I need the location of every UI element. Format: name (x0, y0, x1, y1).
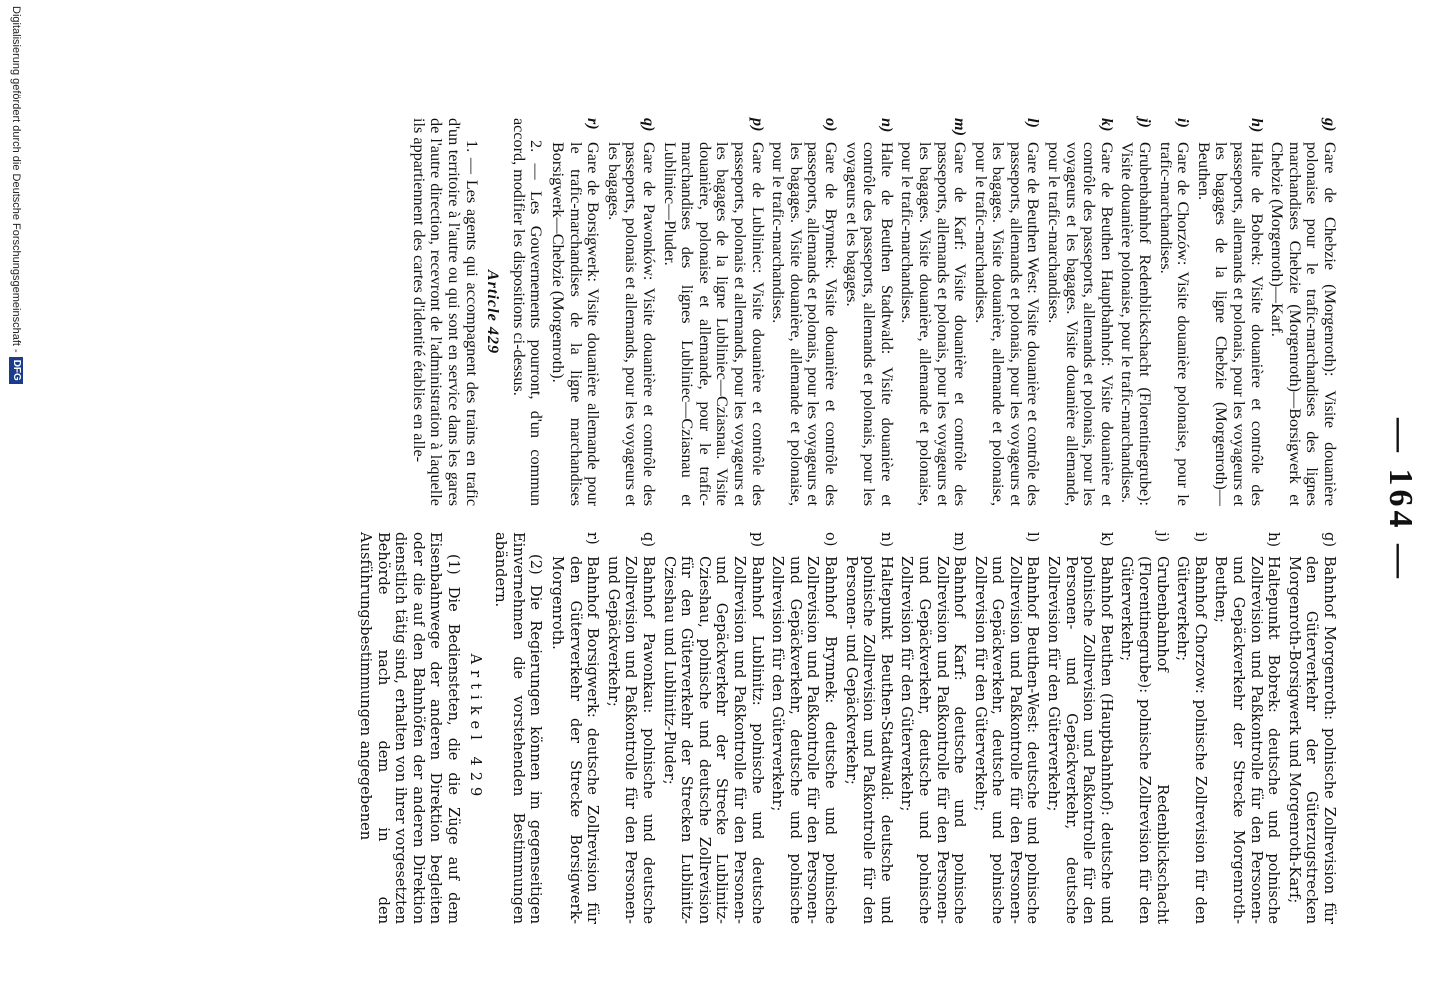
german-article-title: Artikel 429 (466, 653, 484, 803)
german-entry (971, 532, 1041, 924)
entry-text: Grubenbahnhof Redenblickschacht (Florentinegrube): Visite douanière polonaise, pour le trafic-marchandises. (1118, 142, 1155, 506)
german-entry (548, 532, 601, 924)
entry-label: k) (1097, 118, 1116, 132)
french-entry (604, 118, 657, 506)
german-entries (548, 532, 1338, 924)
entry-text: Haltepunkt Bobrek: deutsche und polnische Zollrevision und Paßkontrolle für den Personen- und Gepäckverkehr der Strecke Morgenroth-Beuthen; (1212, 556, 1283, 924)
french-entries (548, 118, 1338, 506)
entry-label: i) (1191, 532, 1209, 543)
german-entry (1118, 532, 1171, 924)
german-entry (1212, 532, 1282, 924)
entry-text: Halte de Beuthen Stadtwald: Visite douanière et contrôle des passeports, allemands et polonais, pour les voyageurs et les bagages. (842, 142, 896, 506)
entry-text: Bahnhof Beuthen (Hauptbahnhof): deutsche und polnische Zollrevision und Paßkontrolle für den Personen- und Gepäckverkehr, deutsche Zollrevision für den Güterverkehr; (1045, 556, 1115, 924)
french-article-paragraph: 1. — Les agents qui accompagnent des trains en trafic d'un territoire à l'autre ou qui sont en service dans les gares de l'autre direction, recevront de l'administration à laquelle ils appartiennent des cartes d'identité établies en alle- (409, 118, 481, 506)
german-entry (1174, 532, 1209, 924)
german-column (353, 532, 1338, 924)
dfg-logo: DFG (9, 357, 23, 384)
german-entry (842, 532, 895, 924)
entry-label: g) (1321, 118, 1339, 132)
entry-text: Grubenbahnhof Redenblickschacht (Florentinegrube): polnische Zollrevision für den Güterverkehr; (1118, 556, 1171, 924)
entry-text: Bahnhof Pawonkau: polnische und deutsche Zollrevision und Paßkontrolle für den Personen- und Gepäckverkehr; (604, 556, 658, 924)
french-entry (1045, 118, 1115, 506)
entry-text: Gare de Brynnek: Visite douanière et contrôle des passeports, allemands et polonais, pour les voyageurs et les bagages. Visite douanière, allemande et polonaise, pour le trafic-marchandises. (769, 142, 840, 506)
entry-text: Halte de Bobrek: Visite douanière et contrôle des passeports, allemands et polonais, pour les voyageurs et les bagages de la ligne Chebzie (Morgenroth)—Beuthen. (1194, 142, 1266, 506)
german-entry (660, 532, 766, 924)
entry-text: Gare de Pawonków: Visite douanière et contrôle des passeports, polonais et allemands, pour les voyageurs et les bagages. (604, 142, 659, 506)
entry-label: n) (877, 532, 895, 548)
entry-text: Gare de Chebzie (Morgenroth): Visite douanière polonaise pour le trafic-marchandises des lignes marchandises Chebzie (Morgenroth)—Borsigwerk et Chebzie (Morgenroth)—Karf. (1268, 142, 1339, 506)
page-number: — 164 — (1382, 418, 1419, 582)
french-entry (1156, 118, 1191, 506)
entry-label: k) (1097, 532, 1115, 547)
entry-label: h) (1247, 118, 1266, 133)
entry-text: Gare de Borsigwerk: Visite douanière allemande pour le trafic-marchandises de la ligne marchandises Borsigwerk—Chebzie (Morgenroth). (549, 142, 603, 506)
french-entry (548, 118, 601, 506)
french-paragraph-2: 2. — Les Gouvernements pourront, d'un commun accord, modifier les dispositions ci-dessus. (509, 118, 546, 506)
german-entry (604, 532, 657, 924)
entry-label: i) (1174, 118, 1193, 128)
entry-label: q) (640, 532, 658, 548)
entry-text: Bahnhof Lublinitz: polnische und deutsche Zollrevision und Paßkontrolle für den Personen- und Gepäckverkehr der Strecke Lublinitz-Czieshau, polnische und deutsche Zollrevision für den Güterverkehr der Strecken Lublinitz-Czieshau und Lublinitz-Pluder; (660, 556, 766, 924)
entry-label: p) (748, 118, 767, 132)
entry-text: Bahnhof Beuthen-West: deutsche und polnische Zollrevision und Paßkontrolle für den Personen- und Gepäckverkehr, deutsche und polnische Zollrevision für den Güterverkehr; (971, 556, 1042, 924)
german-entry (1285, 532, 1338, 924)
entry-label: j) (1153, 532, 1171, 543)
digitization-footer (6, 0, 26, 1006)
footer-text: Digitalisierung gefördert durch die Deutsche Forschungsgemeinschaft - (10, 6, 22, 353)
entry-text: Bahnhof Borsigwerk: deutsche Zollrevision für den Güterverkehr der Strecke Borsigwerk-Morgenroth. (549, 556, 602, 924)
french-entry (842, 118, 895, 506)
entry-label: m) (951, 118, 970, 136)
french-entry (769, 118, 839, 506)
entry-text: Haltepunkt Beuthen-Stadtwald: deutsche und polnische Zollrevision und Paßkontrolle für den Personen- und Gepäckverkehr; (842, 556, 895, 924)
entry-text: Bahnhof Brynnek: deutsche und polnische Zollrevision und Paßkontrolle für den Personen- und Gepäckverkehr, deutsche und polnische Zollrevision für den Güterverkehr; (769, 556, 839, 924)
entry-label: o) (821, 532, 839, 547)
german-entry (769, 532, 839, 924)
entry-label: p) (748, 532, 766, 548)
entry-text: Bahnhof Morgenroth: polnische Zollrevision für den Güterverkehr der Güterzugstrecken Morgenroth-Borsigwerk und Morgenroth-Karf; (1285, 556, 1338, 924)
entry-label: j) (1136, 118, 1155, 128)
entry-text: Gare de Beuthen Hauptbahnhof: Visite douanière et contrôle des passeports, allemands et polonais, pour les voyageurs et les bagages. Visite douanière allemande, pour le trafic-marchandises. (1045, 142, 1116, 506)
french-entry (1268, 118, 1338, 506)
french-entry (660, 118, 766, 506)
french-entry (1194, 118, 1264, 506)
entry-label: l) (1024, 118, 1043, 128)
entry-label: r) (584, 532, 602, 545)
entry-label: l) (1024, 532, 1042, 543)
entry-label: q) (640, 118, 659, 132)
french-article-title: Article 429 (484, 269, 503, 355)
entry-label: o) (821, 118, 840, 132)
entry-text: Gare de Karf: Visite douanière et contrôle des passeports, allemands et polonais, pour les voyageurs et les bagages. Visite douanière, allemande et polonaise, pour le trafic-marchandises. (898, 142, 970, 506)
german-article-paragraph: (1) Die Bediensteten, die die Züge auf dem Eisenbahnwege der anderen Direktion begleiten oder die auf den Bahnhöfen der anderen Direktion dienstlich tätig sind, erhalten von ihrer vorgesetzten Behörde nach dem in den Ausführungsbestimmungen angegebenen (357, 532, 463, 924)
entry-label: g) (1321, 532, 1338, 548)
french-entry (971, 118, 1041, 506)
entry-label: r) (584, 118, 603, 130)
entry-label: h) (1265, 532, 1283, 548)
entry-text: Bahnhof Karf: deutsche und polnische Zollrevision und Paßkontrolle für den Personen- und Gepäckverkehr, deutsche und polnische Zollrevision für den Güterverkehr; (898, 556, 969, 924)
french-entry (898, 118, 968, 506)
french-column (405, 118, 1338, 506)
entry-text: Bahnhof Chorzow: polnische Zollrevision für den Güterverkehr; (1174, 556, 1209, 924)
entry-label: n) (877, 118, 896, 133)
entry-text: Gare de Chorzów: Visite douanière polonaise, pour le trafic-marchandises. (1156, 142, 1193, 506)
french-entry (1118, 118, 1153, 506)
entry-text: Gare de Lubliniec: Visite douanière et contrôle des passeports, polonais et allemands, pour les voyageurs et les bagages de la ligne Lubliniec—Cziasnau. Visite douanière, polonaise et allemande, pour le trafic-marchandises des lignes Lubliniec—Cziasnau et Lubliniec—Pluder. (660, 142, 767, 506)
entry-label: m) (951, 532, 969, 552)
german-paragraph-2: (2) Die Regierungen können im gegenseitigen Einvernehmen die vorstehenden Bestimmungen abändern. (492, 532, 545, 924)
entry-text: Gare de Beuthen West: Visite douanière et contrôle des passeports, allemands et polonais, pour les voyageurs et les bagages. Visite douanière, allemande et polonaise, pour le trafic-marchandises. (971, 142, 1043, 506)
german-entry (898, 532, 968, 924)
german-entry (1045, 532, 1115, 924)
